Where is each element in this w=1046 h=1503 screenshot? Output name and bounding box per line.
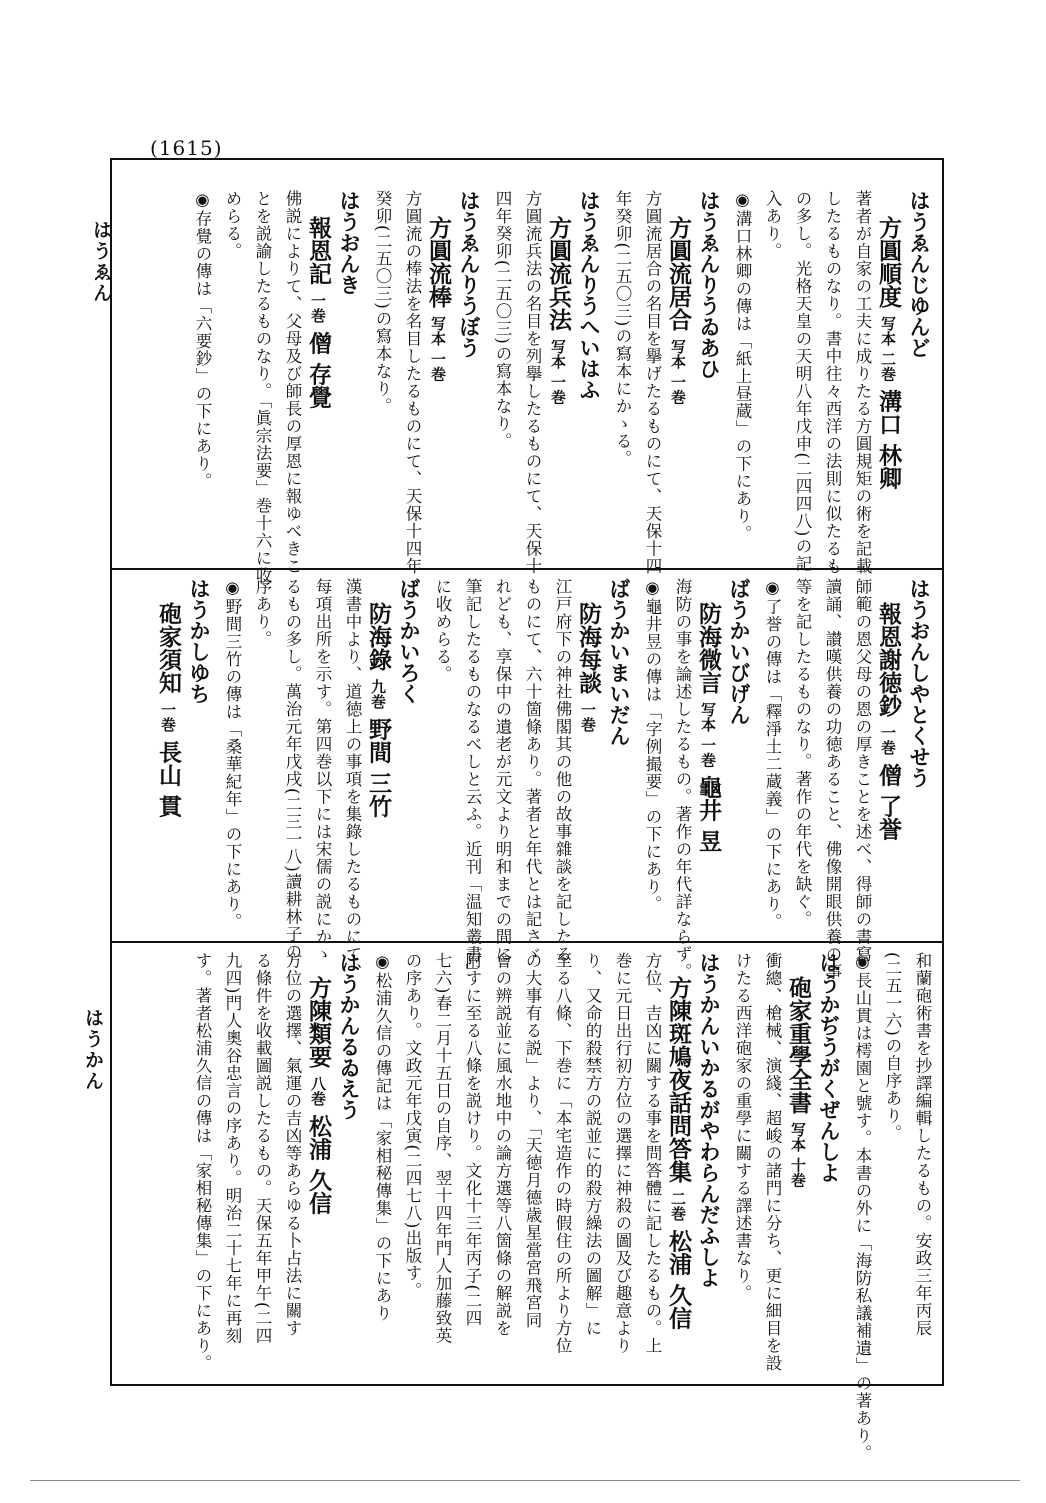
entry-title: 方圓順度	[875, 216, 902, 308]
entry-text: 師範の恩父母の恩の厚きことを述べ、得師の書寫	[853, 578, 872, 963]
entry-text: 九四)門人奧谷忠言の序あり。明治二十七年に再刻	[223, 952, 242, 1345]
entry-text: したるものなり。書中往々西洋の法則に似たるも	[823, 190, 842, 575]
entry-author: 長山 貫	[155, 740, 182, 818]
entry-heading: ばうかいまいだん	[607, 578, 632, 746]
entry-heading: ばうかいびげん	[727, 578, 752, 725]
entry-heading: はうかぢうがくぜんしよ	[817, 952, 842, 1183]
entry-title: 防海錄	[365, 602, 392, 671]
entry-text: す。著者松浦久信の傳は「家相秘傳集」の下にあり。	[193, 952, 212, 1372]
entry-text: 四年癸卯(二五〇三)の寫本なり。	[493, 190, 512, 450]
entry-author: 野間 三竹	[365, 717, 392, 818]
entry-text: 和蘭砲術書を抄譯編輯したるもの。安政三年丙辰	[913, 952, 932, 1337]
entry-title: 報恩記	[305, 216, 332, 285]
entry-meta: 写本 一巻	[429, 316, 447, 382]
entry-author: 松浦 久信	[305, 1114, 332, 1215]
entry-text: れども、享保中の遺老が元文より明和までの間に	[493, 578, 512, 963]
entry-note: ◉長山貫は樗園と號す。本書の外に「海防私議補遺」の著あり。	[853, 952, 872, 1462]
entry-heading: はうかんるゐえう	[337, 952, 362, 1120]
entry-text: 著者が自家の工夫に成りたる方圓規矩の術を記載	[853, 190, 872, 575]
entry-text: 七六)春二月十五日の自序、翌十四年門人加藤致英	[433, 952, 452, 1345]
entry-title: 方陳類要	[305, 976, 332, 1068]
entry-title: 防海微言	[695, 602, 722, 694]
entry-text: の序あり。文政元年戊寅(二四七八)出版す。	[403, 952, 422, 1300]
entry-title: 砲家須知	[155, 602, 182, 694]
entry-text: けたる西洋砲家の重學に關する譯述書なり。	[733, 952, 752, 1302]
entry-author: 僧 存覺	[305, 331, 332, 409]
entry-text: 佛説によりて、父母及び師長の厚恩に報ゆべきこ	[283, 190, 302, 575]
entry-text: 漢書中より、道徳上の事項を集錄したるものにて、	[343, 578, 362, 981]
section-bottom	[150, 952, 932, 1462]
entry-text: 方位、吉凶に關する事を問答體に記したるもの。上	[643, 952, 662, 1355]
entry-heading: はうおんしやとくせう	[907, 578, 932, 788]
entry-note: ◉松浦久信の傳記は「家相秘傳集」の下にあり	[373, 952, 392, 1322]
entry-heading: はうゑんりうへいはふ	[577, 190, 602, 400]
entry-title: 方圓流兵法	[545, 216, 572, 331]
entry-text: 至る八條、下巻に「本宅造作の時假住の所より方位	[553, 952, 572, 1355]
entry-meta: 写本 十巻	[789, 1122, 807, 1188]
entry-text: 巻に元日出行初方位の選擇に神殺の圖及び趣意より	[613, 952, 632, 1355]
entry-text: 序あり。	[253, 578, 272, 648]
entry-text: り、又命的殺禁方の説並に的殺方繰法の圖解」に	[583, 952, 602, 1337]
entry-text: る條件を收載圖説したるもの。天保五年甲午(二四	[253, 952, 272, 1345]
entry-text: 方圓流の棒法を名目したるものにて、天保十四年	[403, 190, 422, 575]
entry-title: 方圓流棒	[425, 216, 452, 308]
entry-title: 砲家重學全書	[785, 976, 812, 1114]
index-tab-bottom: はうかん	[82, 1008, 104, 1092]
entry-author: 松浦 久信	[665, 1229, 692, 1330]
entry-note: ◉龜井昱の傳は「字例撮要」の下にあり。	[643, 578, 662, 913]
entry-author: 溝口 林卿	[875, 389, 902, 490]
entry-heading: はうゑんりうゐあひ	[697, 190, 722, 379]
scan-edge-line	[30, 1480, 1020, 1481]
entry-heading: はうゑんりうぼう	[457, 190, 482, 358]
entry-meta: 写本 一巻	[549, 339, 567, 405]
entry-text: 會の辨説並に風水地中の論方選等八箇條の解説を	[493, 952, 512, 1337]
entry-meta: 二巻	[669, 1191, 687, 1222]
entry-heading: はうかしゆち	[187, 578, 212, 704]
entry-text: の大事有る説」より、「天徳月德歳星當宮飛宮同	[523, 952, 542, 1329]
entry-text: 年癸卯(二五〇三)の寫本にかゝる。	[613, 190, 632, 468]
entry-text: 江戸府下の神社佛閣其の他の故事雜談を記したる	[553, 578, 572, 963]
entry-text: ものにて、六十箇條あり。著者と年代とは記さゞ	[523, 578, 542, 963]
entry-text: 讀誦、讃嘆供養の功徳あること、佛像開眼供養の事	[823, 578, 842, 981]
entry-text: 筆記したるものなるべしと云ふ。近刊「温知叢書」	[463, 578, 482, 981]
entry-title: 方陳斑鳩夜話問答集	[665, 976, 692, 1183]
entry-title: 報恩謝徳鈔	[875, 602, 902, 717]
entry-meta: 九巻	[369, 679, 387, 710]
index-tab-top: はうゑん	[90, 220, 112, 304]
entry-text: (二五一六)の自序あり。	[883, 952, 902, 1142]
entry-title: 防海每談	[575, 602, 602, 694]
page-number: (1615)	[150, 136, 223, 160]
entry-note: ◉野間三竹の傳は「桑華紀年」の下にあり。	[223, 578, 242, 931]
entry-note: ◉溝口林卿の傳は「紙上昼蔵」の下にあり。	[733, 190, 752, 543]
entry-meta: 一巻	[159, 702, 177, 733]
entry-meta: 一巻	[879, 725, 897, 756]
entry-heading: ばうかいろく	[397, 578, 422, 704]
entry-author: 僧 了誉	[875, 763, 902, 841]
entry-author: 龜井 昱	[695, 775, 722, 853]
entry-text: るもの多し。萬治元年戊戌(二三一八)讀耕林子の	[283, 578, 302, 961]
entry-text: 方圓流居合の名目を擧げたるものにて、天保十四	[643, 190, 662, 575]
entry-text: に收めらる。	[433, 578, 452, 683]
entry-text: 方位の選擇、氣運の吉凶等あらゆる卜占法に關す	[283, 952, 302, 1337]
entry-meta: 写本 二巻	[879, 316, 897, 382]
section-middle	[150, 578, 932, 981]
entry-heading: はうゑんじゆんど	[907, 190, 932, 358]
entry-text: 衝總、槍械、演綫、超峻の諸門に分ち、更に細目を設	[763, 952, 782, 1372]
entry-text: 方圓流兵法の名目を列擧したるものにて、天保十	[523, 190, 542, 575]
section-top	[150, 190, 932, 585]
entry-meta: 写本 一巻	[669, 339, 687, 405]
entry-heading: はうおんき	[337, 190, 362, 295]
entry-meta: 八巻	[309, 1076, 327, 1107]
entry-meta: 一巻	[309, 293, 327, 324]
entry-text: めらる。	[223, 190, 242, 260]
entry-text: 入あり。	[763, 190, 782, 260]
entry-text: 癸卯(二五〇三)の寫本なり。	[373, 190, 392, 415]
entry-text: 等を記したるものなり。著作の年代を缺ぐ。	[793, 578, 812, 928]
entry-note: ◉了誉の傳は「釋淨土二蔵義」の下にあり。	[763, 578, 782, 931]
entry-text: 海防の事を論述したるもの。著作の年代詳ならず。	[673, 578, 692, 981]
entry-meta: 写本 一巻	[699, 702, 717, 768]
entry-text: とを説諭したるものなり。「眞宗法要」巻十六に收	[253, 190, 272, 585]
entry-heading: はうかんいかるがやわらんだふしよ	[697, 952, 722, 1288]
entry-text: 每項出所を示す。第四巻以下には宋儒の説にかゝ	[313, 578, 332, 963]
entry-text: の多し。光格天皇の天明八年戊申(二四四八)の記	[793, 190, 812, 573]
entry-title: 方圓流居合	[665, 216, 692, 331]
entry-meta: 一巻	[579, 702, 597, 733]
entry-text: 附すに至る八條を説けり。文化十三年丙子(二四	[463, 952, 482, 1327]
entry-note: ◉存覺の傳は「六要鈔」の下にあり。	[193, 190, 212, 490]
